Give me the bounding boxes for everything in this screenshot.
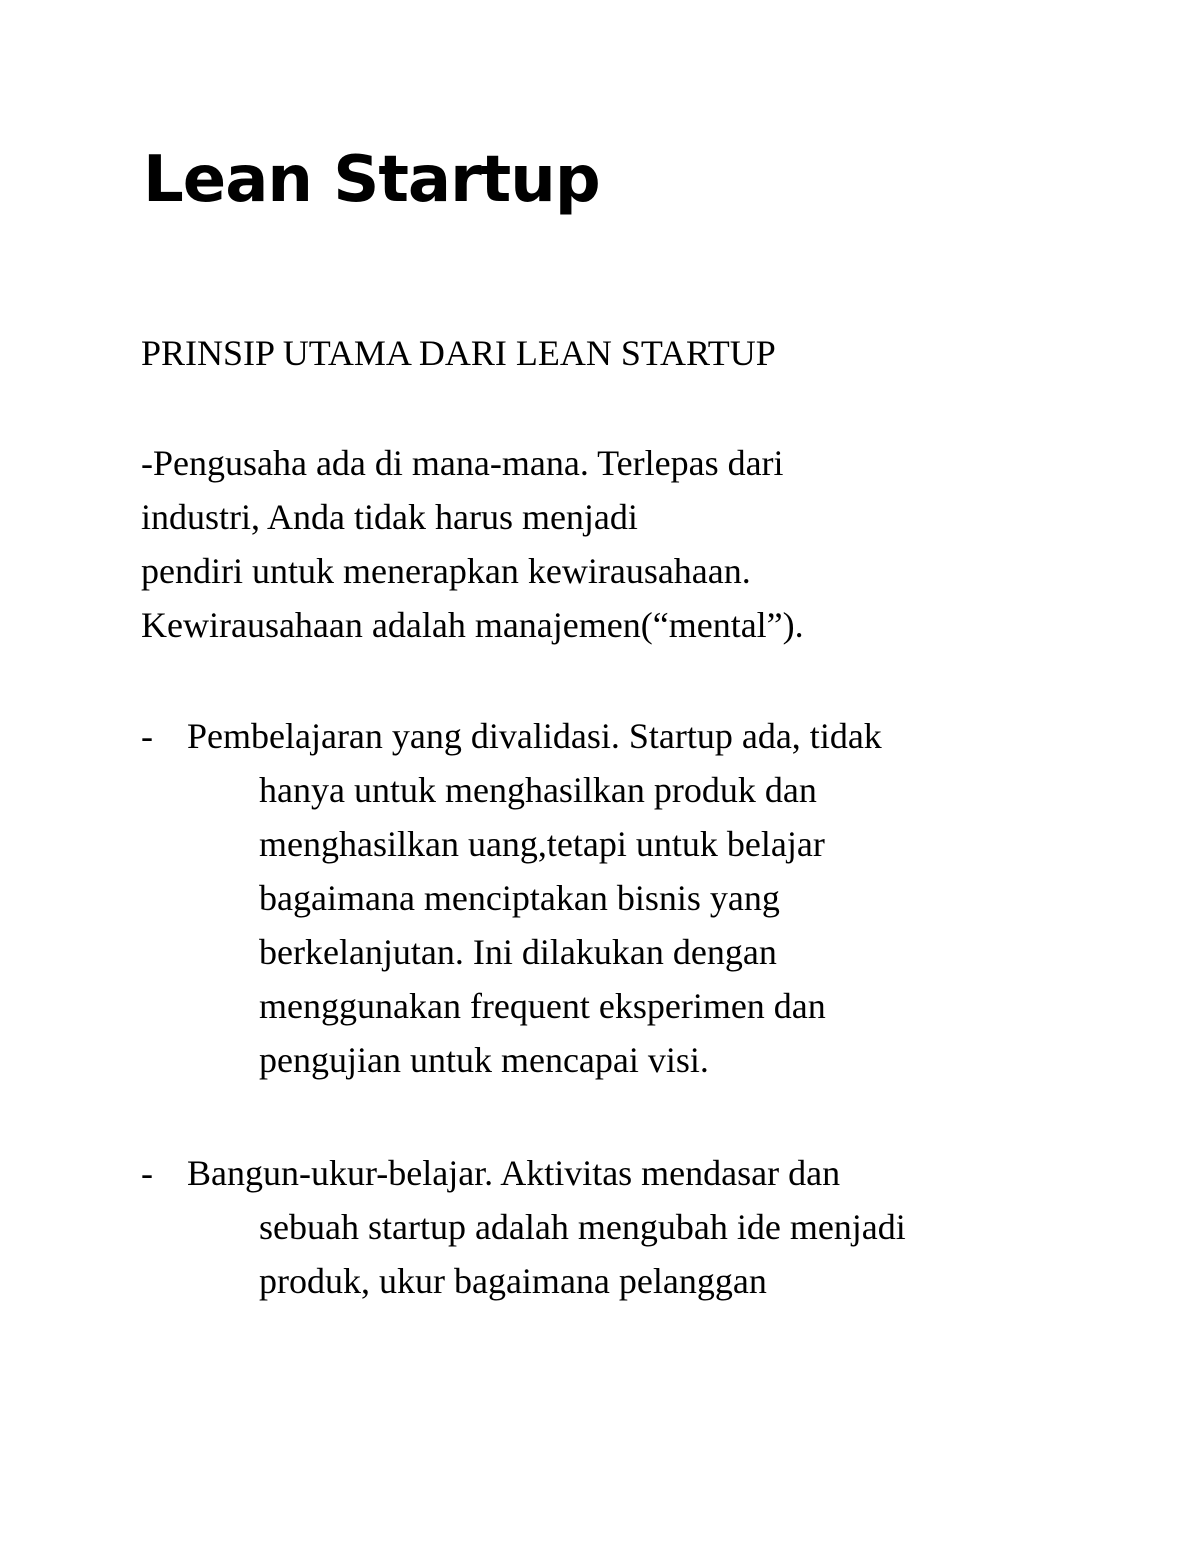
- list-item-line: berkelanjutan. Ini dilakukan dengan: [259, 932, 777, 972]
- list-item-line: pengujian untuk mencapai visi.: [259, 1040, 709, 1080]
- list-item-line: menggunakan frequent eksperimen dan: [259, 986, 826, 1026]
- paragraph-line: industri, Anda tidak harus menjadi: [141, 497, 638, 537]
- list-item-line: produk, ukur bagaimana pelanggan: [259, 1261, 767, 1301]
- list-item-line: sebuah startup adalah mengubah ide menjadi: [259, 1207, 906, 1247]
- paragraph-line: pendiri untuk menerapkan kewirausahaan.: [141, 551, 751, 591]
- intro-paragraph: [141, 436, 1101, 652]
- list-bullet: -: [141, 716, 153, 756]
- list-item-line: Pembelajaran yang divalidasi. Startup ada, tidak: [187, 716, 882, 756]
- paragraph-line: Kewirausahaan adalah manajemen(“mental”).: [141, 605, 804, 645]
- list-item-line: hanya untuk menghasilkan produk dan: [259, 770, 817, 810]
- document-title: Lean Startup: [143, 143, 600, 217]
- list-item-build-measure-learn: [141, 1146, 1101, 1308]
- list-item-line: Bangun-ukur-belajar. Aktivitas mendasar dan: [187, 1153, 841, 1193]
- section-heading: PRINSIP UTAMA DARI LEAN STARTUP: [141, 333, 776, 373]
- list-item-line: menghasilkan uang,tetapi untuk belajar: [259, 824, 825, 864]
- list-item-line: bagaimana menciptakan bisnis yang: [259, 878, 780, 918]
- list-item-validated-learning: [141, 709, 1101, 1087]
- paragraph-line: -Pengusaha ada di mana-mana. Terlepas dari: [141, 443, 784, 483]
- list-bullet: -: [141, 1153, 153, 1193]
